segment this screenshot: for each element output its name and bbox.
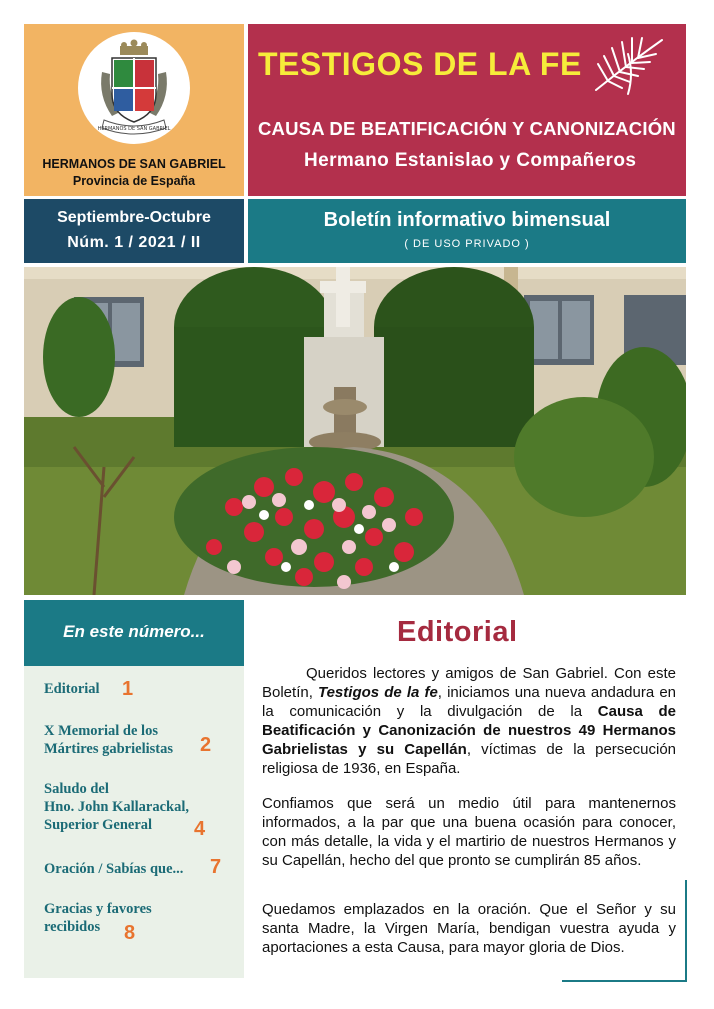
svg-text:HERMANOS DE SAN GABRIEL: HERMANOS DE SAN GABRIEL xyxy=(97,126,171,132)
editorial-paragraph-1: Queridos lectores y amigos de San Gabriel. Con este Boletín, Testigos de la fe, iniciamos una nueva andadura en la comunicación y la divulgación de la Causa de Beatificación y Canonización de nuestros 49 Hermanos Gabrielistas y su Capellán, víctimas de la persecución religiosa de 1936, en España. xyxy=(262,665,677,777)
decorative-frame-line xyxy=(562,980,687,982)
cause-title: CAUSA DE BEATIFICACIÓN Y CANONIZACIÓN xyxy=(258,118,676,139)
editorial-paragraph-3: Quedamos emplazados en la oración. Que el Señor y su santa Madre, la Virgen María, bendigan vuestra ayuda y aportaciones a esta Causa, para mayor gloria de Dios. xyxy=(262,901,676,956)
title-panel xyxy=(248,24,686,196)
editorial-heading: Editorial xyxy=(397,616,518,648)
toc-page-number: 4 xyxy=(194,818,206,840)
editorial-paragraph-2: Confiamos que será un medio útil para mantenernos informados, a la par que una buena ocasión para conocer, con más detalle, la vida y el martirio de nuestros Hermanos y su Capellán, hecho del que pronto se cumplirán 85 años. xyxy=(262,795,676,869)
toc-item-favors[interactable]: Gracias y favores recibidos xyxy=(44,901,152,935)
toc-item-greeting[interactable]: Saludo del Hno. John Kallarackal, Superior General xyxy=(44,781,190,833)
bulletin-type xyxy=(248,199,686,263)
toc-page-number: 2 xyxy=(200,734,212,756)
issue-number: Núm. 1 / 2021 / II xyxy=(67,234,201,251)
bulletin-title: TESTIGOS DE LA FE xyxy=(258,46,582,82)
bulletin-frequency: Boletín informativo bimensual xyxy=(323,209,611,231)
logo-panel xyxy=(24,24,244,196)
garden-monument-photo xyxy=(24,267,686,595)
decorative-frame-line xyxy=(685,880,687,982)
contents-title: En este número... xyxy=(63,622,205,641)
issue-period: Septiembre-Octubre xyxy=(57,209,211,226)
toc-page-number: 7 xyxy=(210,856,222,878)
toc-item-memorial[interactable]: X Memorial de los Mártires gabrielistas xyxy=(44,723,173,757)
toc-item-editorial[interactable]: Editorial xyxy=(44,681,100,697)
cause-subtitle: Hermano Estanislao y Compañeros xyxy=(304,150,637,171)
palm-leaf-icon xyxy=(588,34,668,103)
toc-page-number: 8 xyxy=(124,922,136,944)
issue-info xyxy=(24,199,244,263)
congregation-logo xyxy=(78,32,190,144)
contents-header xyxy=(24,600,244,666)
org-name: HERMANOS DE SAN GABRIEL xyxy=(42,157,226,171)
toc-item-prayer[interactable]: Oración / Sabías que... xyxy=(44,861,184,877)
org-province: Provincia de España xyxy=(72,174,196,188)
private-use-note: ( DE USO PRIVADO ) xyxy=(404,238,530,250)
toc-page-number: 1 xyxy=(122,678,134,700)
table-of-contents xyxy=(24,666,244,978)
